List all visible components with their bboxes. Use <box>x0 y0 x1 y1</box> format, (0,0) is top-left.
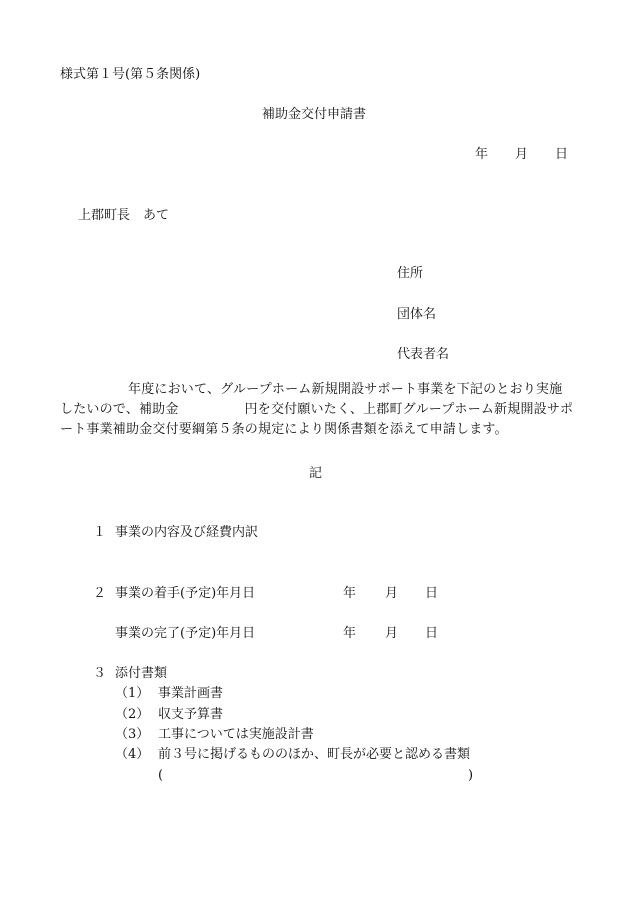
attachment-3-text: 工事については実施設計書 <box>158 727 314 742</box>
item-2-end-label: 事業の完了(予定)年月日 <box>115 626 256 641</box>
ki-heading: 記 <box>309 466 323 481</box>
body-line: したいので、補助金 円を交付願いたく、上郡町グループホーム新規開設サポ <box>60 402 574 417</box>
attachment-3-number: （3） <box>115 727 150 742</box>
date-year-label: 年 <box>475 147 489 162</box>
item-3-number: ３ <box>93 666 107 681</box>
item-2-number: ２ <box>93 586 107 601</box>
start-month-label: 月 <box>385 586 399 601</box>
attachment-4-number: （4） <box>115 747 150 762</box>
attachment-1-number: （1） <box>115 686 150 701</box>
representative-label: 代表者名 <box>397 347 450 362</box>
date-month-label: 月 <box>515 147 529 162</box>
item-1-number: １ <box>93 525 107 540</box>
other-documents-paren-close: ) <box>468 768 474 783</box>
other-documents-paren-open: ( <box>158 768 164 783</box>
document-title: 補助金交付申請書 <box>262 107 367 122</box>
date-day-label: 日 <box>555 147 569 162</box>
address-label: 住所 <box>397 266 424 281</box>
body-line: 年度において、グループホーム新規開設サポート事業を下記のとおり実施 <box>128 382 563 397</box>
item-2-start-label: 事業の着手(予定)年月日 <box>115 586 256 601</box>
start-year-label: 年 <box>343 586 357 601</box>
end-year-label: 年 <box>343 626 357 641</box>
addressee: 上郡町長 あて <box>78 208 170 223</box>
attachment-2-number: （2） <box>115 707 150 722</box>
end-day-label: 日 <box>425 626 439 641</box>
form-number: 様式第１号(第５条関係) <box>60 67 201 82</box>
body-line: ート事業補助金交付要綱第５条の規定により関係書類を添えて申請します。 <box>60 422 508 437</box>
attachment-2-text: 収支予算書 <box>158 707 224 722</box>
attachment-1-text: 事業計画書 <box>158 686 224 701</box>
item-1-label: 事業の内容及び経費内訳 <box>115 525 259 540</box>
start-day-label: 日 <box>425 586 439 601</box>
application-body <box>60 380 580 440</box>
group-name-label: 団体名 <box>397 307 437 322</box>
item-3-label: 添付書類 <box>115 666 168 681</box>
attachment-4-text: 前３号に掲げるもののほか、町長が必要と認める書類 <box>158 747 471 762</box>
end-month-label: 月 <box>385 626 399 641</box>
